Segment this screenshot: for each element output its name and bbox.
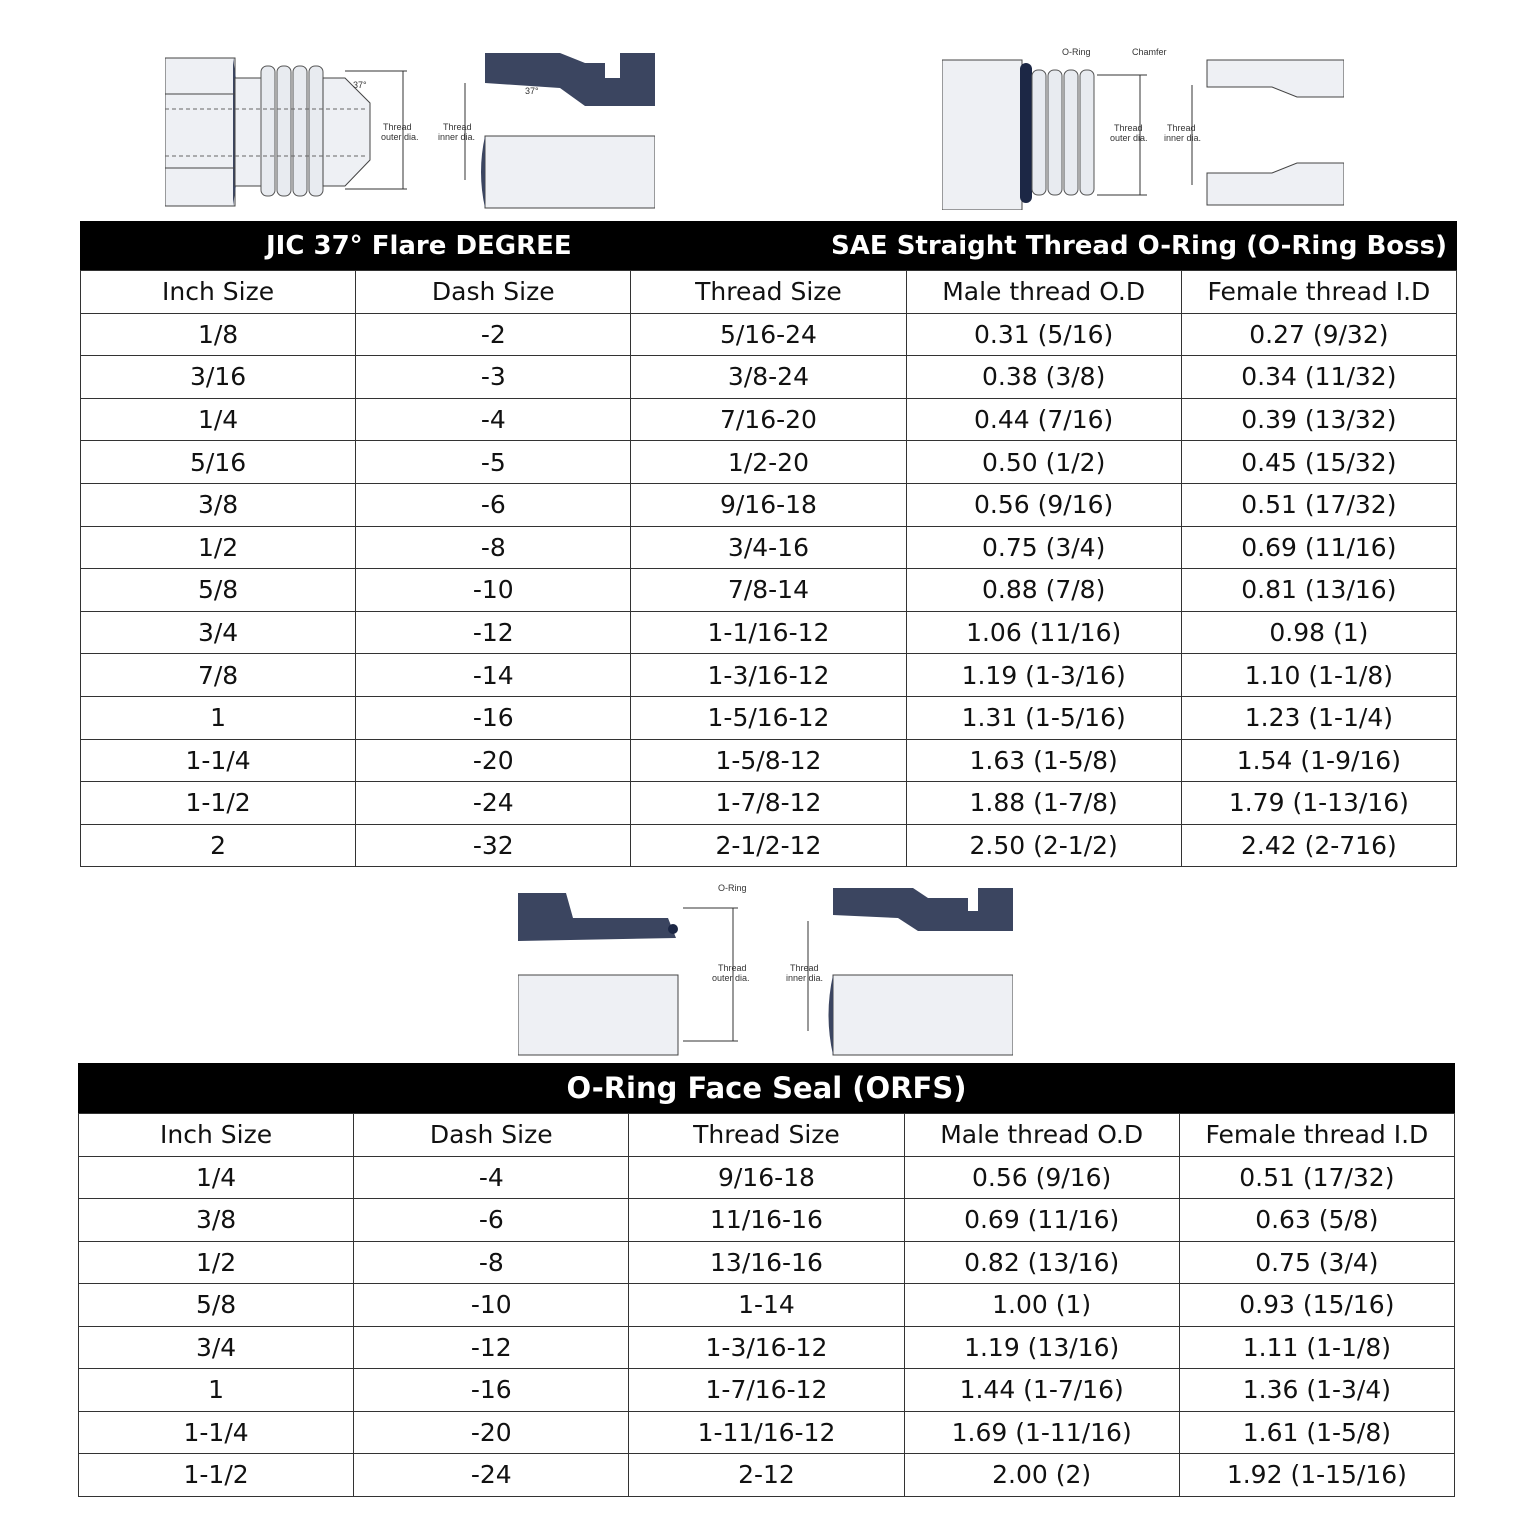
- table-cell: 5/16: [81, 441, 356, 484]
- table-cell: -20: [356, 739, 631, 782]
- table-cell: -4: [354, 1156, 629, 1199]
- table-row: [79, 1369, 1455, 1412]
- table-cell: 0.69 (11/16): [904, 1199, 1179, 1242]
- inner-dia-label-2: inner dia.: [1164, 133, 1202, 143]
- table-cell: 3/4: [81, 611, 356, 654]
- inner-dia-label: Thread: [443, 122, 472, 132]
- table-cell: 1-14: [629, 1284, 904, 1327]
- table-cell: 2-12: [629, 1454, 904, 1497]
- table-cell: -32: [356, 824, 631, 867]
- column-header: Dash Size: [354, 1114, 629, 1157]
- table-cell: 3/8-24: [631, 356, 906, 399]
- table-cell: -8: [356, 526, 631, 569]
- table-cell: 1/2: [79, 1241, 354, 1284]
- table2-title-bar: [78, 1063, 1455, 1113]
- orb-title: SAE Straight Thread O-Ring (O-Ring Boss): [831, 231, 1447, 261]
- table-cell: 1/4: [79, 1156, 354, 1199]
- column-header: Thread Size: [631, 271, 906, 314]
- table-row: [81, 654, 1457, 697]
- table-cell: -3: [356, 356, 631, 399]
- column-header: Inch Size: [79, 1114, 354, 1157]
- column-header: Female thread I.D: [1179, 1114, 1454, 1157]
- column-header: Male thread O.D: [906, 271, 1181, 314]
- table-cell: 7/16-20: [631, 398, 906, 441]
- table-cell: 1-1/4: [79, 1411, 354, 1454]
- table-cell: -12: [356, 611, 631, 654]
- table-cell: 2.50 (2-1/2): [906, 824, 1181, 867]
- outer-dia-label: Thread: [1114, 123, 1143, 133]
- table-cell: 1.92 (1-15/16): [1179, 1454, 1454, 1497]
- table-cell: 1-3/16-12: [631, 654, 906, 697]
- header-row: [79, 1114, 1455, 1157]
- table-cell: 13/16-16: [629, 1241, 904, 1284]
- table-row: [79, 1156, 1455, 1199]
- table-row: [81, 313, 1457, 356]
- jic-title: JIC 37° Flare DEGREE: [266, 231, 572, 261]
- table-cell: 3/16: [81, 356, 356, 399]
- table-cell: 1-11/16-12: [629, 1411, 904, 1454]
- table-cell: 1.19 (1-3/16): [906, 654, 1181, 697]
- table-cell: 0.38 (3/8): [906, 356, 1181, 399]
- table-cell: 0.27 (9/32): [1181, 313, 1456, 356]
- table-cell: 1: [79, 1369, 354, 1412]
- table-cell: 1.88 (1-7/8): [906, 782, 1181, 825]
- table-cell: 0.39 (13/32): [1181, 398, 1456, 441]
- table-cell: -12: [354, 1326, 629, 1369]
- table-cell: 0.45 (15/32): [1181, 441, 1456, 484]
- table-cell: 5/16-24: [631, 313, 906, 356]
- table-cell: 2-1/2-12: [631, 824, 906, 867]
- table-cell: 0.56 (9/16): [904, 1156, 1179, 1199]
- table-cell: 1.23 (1-1/4): [1181, 696, 1456, 739]
- table-row: [79, 1199, 1455, 1242]
- table-cell: 0.63 (5/8): [1179, 1199, 1454, 1242]
- table-row: [81, 739, 1457, 782]
- table-cell: 1.54 (1-9/16): [1181, 739, 1456, 782]
- outer-dia-label: Thread: [718, 963, 747, 973]
- table-cell: 1-7/8-12: [631, 782, 906, 825]
- table-cell: 1.06 (11/16): [906, 611, 1181, 654]
- table-cell: 1-5/8-12: [631, 739, 906, 782]
- table-row: [81, 441, 1457, 484]
- table-row: [79, 1326, 1455, 1369]
- outer-dia-label-2: outer dia.: [712, 973, 750, 983]
- table-row: [79, 1241, 1455, 1284]
- table-cell: 0.31 (5/16): [906, 313, 1181, 356]
- table-cell: 1.19 (13/16): [904, 1326, 1179, 1369]
- oring-label: O-Ring: [718, 883, 747, 893]
- table-cell: 1: [81, 696, 356, 739]
- table-row: [81, 696, 1457, 739]
- orfs-fitting-diagram: [518, 883, 1013, 1058]
- inner-dia-label: Thread: [1167, 123, 1196, 133]
- table-cell: -24: [354, 1454, 629, 1497]
- outer-dia-label: Thread: [383, 122, 412, 132]
- table-cell: 1.69 (1-11/16): [904, 1411, 1179, 1454]
- table-cell: -14: [356, 654, 631, 697]
- table-cell: 0.51 (17/32): [1179, 1156, 1454, 1199]
- table-cell: 2.42 (2-716): [1181, 824, 1456, 867]
- table-cell: 1-1/16-12: [631, 611, 906, 654]
- table-cell: -4: [356, 398, 631, 441]
- table-cell: 0.69 (11/16): [1181, 526, 1456, 569]
- column-header: Thread Size: [629, 1114, 904, 1157]
- table-cell: 1/4: [81, 398, 356, 441]
- table-cell: 1-1/2: [81, 782, 356, 825]
- column-header: Male thread O.D: [904, 1114, 1179, 1157]
- table-cell: 1.61 (1-5/8): [1179, 1411, 1454, 1454]
- table-cell: 11/16-16: [629, 1199, 904, 1242]
- table-cell: 1-5/16-12: [631, 696, 906, 739]
- orb-fitting-diagram: [942, 45, 1344, 210]
- table-cell: 1-1/2: [79, 1454, 354, 1497]
- chamfer-label: Chamfer: [1132, 47, 1167, 57]
- table-cell: 1.31 (1-5/16): [906, 696, 1181, 739]
- table-cell: -10: [354, 1284, 629, 1327]
- jic-orb-table: [80, 270, 1457, 867]
- table-row: [81, 526, 1457, 569]
- table-cell: -6: [354, 1199, 629, 1242]
- table-row: [81, 611, 1457, 654]
- table-cell: 3/8: [81, 483, 356, 526]
- table-cell: 1.00 (1): [904, 1284, 1179, 1327]
- table-cell: 1.79 (1-13/16): [1181, 782, 1456, 825]
- table-cell: 0.50 (1/2): [906, 441, 1181, 484]
- table-row: [81, 824, 1457, 867]
- table-cell: 0.34 (11/32): [1181, 356, 1456, 399]
- column-header: Dash Size: [356, 271, 631, 314]
- inner-dia-label: Thread: [790, 963, 819, 973]
- table-cell: 0.75 (3/4): [1179, 1241, 1454, 1284]
- table-cell: -8: [354, 1241, 629, 1284]
- table-row: [79, 1284, 1455, 1327]
- table-cell: 1/2-20: [631, 441, 906, 484]
- table-row: [81, 782, 1457, 825]
- header-row: [81, 271, 1457, 314]
- jic-fitting-diagram: [165, 48, 655, 213]
- table-cell: 5/8: [79, 1284, 354, 1327]
- table-cell: 0.51 (17/32): [1181, 483, 1456, 526]
- table-cell: 1.11 (1-1/8): [1179, 1326, 1454, 1369]
- table-cell: -16: [356, 696, 631, 739]
- table-cell: 5/8: [81, 569, 356, 612]
- outer-dia-label-2: outer dia.: [1110, 133, 1148, 143]
- angle-label-female: 37°: [525, 86, 539, 96]
- table-cell: 3/4-16: [631, 526, 906, 569]
- table-cell: 9/16-18: [629, 1156, 904, 1199]
- table-cell: -5: [356, 441, 631, 484]
- table-cell: 1/2: [81, 526, 356, 569]
- table-cell: 1.63 (1-5/8): [906, 739, 1181, 782]
- inner-dia-label-2: inner dia.: [438, 132, 476, 142]
- table-row: [79, 1411, 1455, 1454]
- table1-title-bar: [80, 221, 1457, 270]
- table-cell: -16: [354, 1369, 629, 1412]
- table-cell: 2: [81, 824, 356, 867]
- table-cell: 1.36 (1-3/4): [1179, 1369, 1454, 1412]
- table-cell: 0.75 (3/4): [906, 526, 1181, 569]
- table-cell: 0.82 (13/16): [904, 1241, 1179, 1284]
- table-cell: 1-3/16-12: [629, 1326, 904, 1369]
- table-cell: 0.56 (9/16): [906, 483, 1181, 526]
- table-cell: 3/8: [79, 1199, 354, 1242]
- table-cell: -6: [356, 483, 631, 526]
- column-header: Inch Size: [81, 271, 356, 314]
- table-cell: 9/16-18: [631, 483, 906, 526]
- table-cell: 7/8-14: [631, 569, 906, 612]
- table-cell: 0.88 (7/8): [906, 569, 1181, 612]
- outer-dia-label-2: outer dia.: [381, 132, 419, 142]
- table-cell: 7/8: [81, 654, 356, 697]
- table-row: [81, 398, 1457, 441]
- table-row: [81, 356, 1457, 399]
- table-cell: 1.10 (1-1/8): [1181, 654, 1456, 697]
- table-cell: 1-7/16-12: [629, 1369, 904, 1412]
- table-row: [81, 483, 1457, 526]
- table-cell: -2: [356, 313, 631, 356]
- table-cell: -20: [354, 1411, 629, 1454]
- angle-label: 37°: [353, 80, 367, 90]
- table-row: [81, 569, 1457, 612]
- table-cell: -24: [356, 782, 631, 825]
- table-cell: 1.44 (1-7/16): [904, 1369, 1179, 1412]
- table-cell: 0.98 (1): [1181, 611, 1456, 654]
- table-cell: 3/4: [79, 1326, 354, 1369]
- orfs-title: O-Ring Face Seal (ORFS): [566, 1071, 967, 1105]
- table-cell: 1/8: [81, 313, 356, 356]
- column-header: Female thread I.D: [1181, 271, 1456, 314]
- table-row: [79, 1454, 1455, 1497]
- table-cell: 0.93 (15/16): [1179, 1284, 1454, 1327]
- inner-dia-label-2: inner dia.: [786, 973, 824, 983]
- orfs-table: [78, 1113, 1455, 1497]
- table-cell: -10: [356, 569, 631, 612]
- table-cell: 2.00 (2): [904, 1454, 1179, 1497]
- table-cell: 0.81 (13/16): [1181, 569, 1456, 612]
- oring-label: O-Ring: [1062, 47, 1091, 57]
- table-cell: 0.44 (7/16): [906, 398, 1181, 441]
- table-cell: 1-1/4: [81, 739, 356, 782]
